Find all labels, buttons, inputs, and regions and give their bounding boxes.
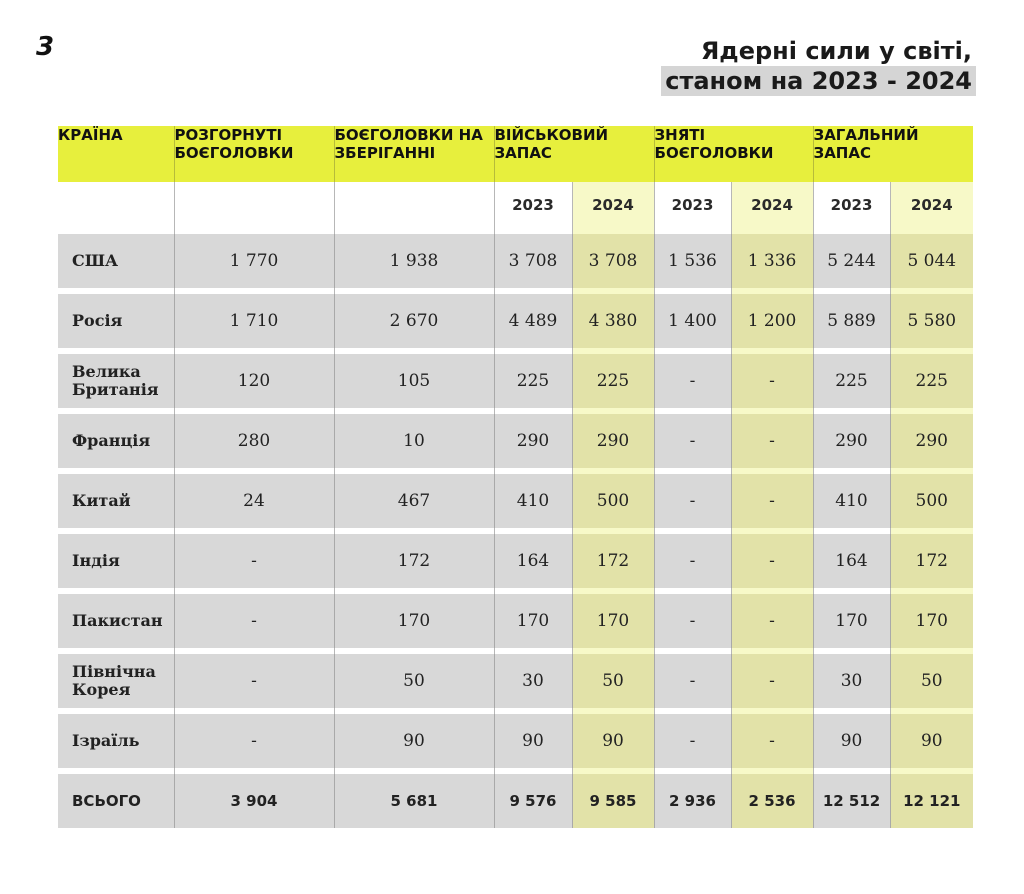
cell-tot2023: 5 244	[813, 234, 890, 288]
nuclear-forces-table	[58, 126, 973, 828]
cell-ret2024: 1 336	[731, 234, 813, 288]
cell-stored: 2 670	[334, 294, 494, 348]
cell-mil2024: 90	[572, 714, 654, 768]
col-header-retired: ЗНЯТІ БОЄГОЛОВКИ	[654, 126, 813, 182]
year-retired-2024: 2024	[731, 182, 813, 228]
cell-ret2023: 1 536	[654, 234, 731, 288]
cell-stored: 105	[334, 354, 494, 408]
cell-ret2023: -	[654, 594, 731, 648]
col-header-stored: БОЄГОЛОВКИ НА ЗБЕРІГАННІ	[334, 126, 494, 182]
cell-ret2024: -	[731, 534, 813, 588]
cell-tot2023: 170	[813, 594, 890, 648]
cell-ret2024: -	[731, 714, 813, 768]
cell-ret2024: 1 200	[731, 294, 813, 348]
cell-deployed: 1 770	[174, 234, 334, 288]
table-row	[58, 234, 973, 288]
cell-ret2023: 1 400	[654, 294, 731, 348]
col-header-total: ЗАГАЛЬНИЙ ЗАПАС	[813, 126, 973, 182]
cell-mil2024: 172	[572, 534, 654, 588]
cell-mil2023: 4 489	[494, 294, 572, 348]
cell-tot2023: 164	[813, 534, 890, 588]
total-row	[58, 774, 973, 828]
table-row	[58, 594, 973, 648]
cell-tot2024: 90	[890, 714, 973, 768]
cell-ret2023: -	[654, 654, 731, 708]
cell-mil2023: 3 708	[494, 234, 572, 288]
cell-stored: 90	[334, 714, 494, 768]
cell-tot2023: 90	[813, 714, 890, 768]
cell-tot2024: 290	[890, 414, 973, 468]
cell-mil2024: 225	[572, 354, 654, 408]
table-row	[58, 474, 973, 528]
cell-mil2024: 9 585	[572, 774, 654, 828]
cell-tot2024: 500	[890, 474, 973, 528]
cell-ret2023: -	[654, 354, 731, 408]
cell-tot2023: 12 512	[813, 774, 890, 828]
cell-tot2023: 30	[813, 654, 890, 708]
cell-mil2023: 225	[494, 354, 572, 408]
cell-tot2024: 5 044	[890, 234, 973, 288]
year-military-2024: 2024	[572, 182, 654, 228]
cell-ret2023: -	[654, 474, 731, 528]
cell-tot2024: 5 580	[890, 294, 973, 348]
cell-tot2023: 290	[813, 414, 890, 468]
cell-mil2023: 170	[494, 594, 572, 648]
title-line-1: Ядерні сили у світі,	[700, 37, 972, 65]
cell-deployed: -	[174, 594, 334, 648]
col-header-deployed: РОЗГОРНУТІ БОЄГОЛОВКИ	[174, 126, 334, 182]
cell-country: Північна Корея	[58, 654, 174, 708]
cell-tot2024: 170	[890, 594, 973, 648]
cell-tot2023: 410	[813, 474, 890, 528]
year-military-2023: 2023	[494, 182, 572, 228]
year-total-2023: 2023	[813, 182, 890, 228]
year-cell-empty	[334, 182, 494, 228]
header-row	[58, 126, 973, 182]
cell-ret2024: -	[731, 654, 813, 708]
cell-mil2023: 410	[494, 474, 572, 528]
table-row	[58, 714, 973, 768]
cell-country: Росія	[58, 294, 174, 348]
col-header-military: ВІЙСЬКОВИЙ ЗАПАС	[494, 126, 654, 182]
cell-stored: 5 681	[334, 774, 494, 828]
cell-deployed: -	[174, 654, 334, 708]
table-row	[58, 654, 973, 708]
table-row	[58, 414, 973, 468]
cell-country: Індія	[58, 534, 174, 588]
cell-country: Франція	[58, 414, 174, 468]
cell-deployed: 24	[174, 474, 334, 528]
year-row	[58, 182, 973, 228]
cell-country: Ізраїль	[58, 714, 174, 768]
year-cell-empty	[58, 182, 174, 228]
cell-ret2023: -	[654, 714, 731, 768]
cell-mil2023: 30	[494, 654, 572, 708]
year-total-2024: 2024	[890, 182, 973, 228]
logo: 3	[36, 32, 55, 62]
cell-ret2024: -	[731, 474, 813, 528]
cell-tot2024: 12 121	[890, 774, 973, 828]
cell-mil2023: 290	[494, 414, 572, 468]
cell-deployed: -	[174, 714, 334, 768]
cell-stored: 10	[334, 414, 494, 468]
cell-mil2023: 164	[494, 534, 572, 588]
cell-tot2024: 225	[890, 354, 973, 408]
cell-ret2024: -	[731, 414, 813, 468]
cell-stored: 172	[334, 534, 494, 588]
cell-ret2023: 2 936	[654, 774, 731, 828]
cell-mil2023: 90	[494, 714, 572, 768]
cell-deployed: 3 904	[174, 774, 334, 828]
table-row	[58, 534, 973, 588]
cell-country: Пакистан	[58, 594, 174, 648]
cell-ret2024: -	[731, 594, 813, 648]
cell-country: ВСЬОГО	[58, 774, 174, 828]
cell-country: США	[58, 234, 174, 288]
cell-mil2024: 4 380	[572, 294, 654, 348]
cell-country: Китай	[58, 474, 174, 528]
cell-stored: 467	[334, 474, 494, 528]
cell-ret2023: -	[654, 534, 731, 588]
col-header-country: КРАЇНА	[58, 126, 174, 182]
year-cell-empty	[174, 182, 334, 228]
cell-ret2024: -	[731, 354, 813, 408]
cell-deployed: 1 710	[174, 294, 334, 348]
cell-mil2024: 290	[572, 414, 654, 468]
cell-stored: 170	[334, 594, 494, 648]
cell-deployed: 280	[174, 414, 334, 468]
cell-ret2023: -	[654, 414, 731, 468]
cell-mil2024: 170	[572, 594, 654, 648]
cell-mil2024: 500	[572, 474, 654, 528]
cell-deployed: -	[174, 534, 334, 588]
cell-deployed: 120	[174, 354, 334, 408]
table-row	[58, 294, 973, 348]
cell-country: Велика Британія	[58, 354, 174, 408]
cell-mil2023: 9 576	[494, 774, 572, 828]
page-title	[661, 36, 976, 96]
cell-ret2024: 2 536	[731, 774, 813, 828]
cell-stored: 1 938	[334, 234, 494, 288]
year-retired-2023: 2023	[654, 182, 731, 228]
cell-stored: 50	[334, 654, 494, 708]
cell-tot2023: 225	[813, 354, 890, 408]
title-line-2: станом на 2023 - 2024	[661, 66, 976, 96]
table-row	[58, 354, 973, 408]
cell-mil2024: 50	[572, 654, 654, 708]
cell-tot2023: 5 889	[813, 294, 890, 348]
cell-tot2024: 172	[890, 534, 973, 588]
cell-mil2024: 3 708	[572, 234, 654, 288]
cell-tot2024: 50	[890, 654, 973, 708]
